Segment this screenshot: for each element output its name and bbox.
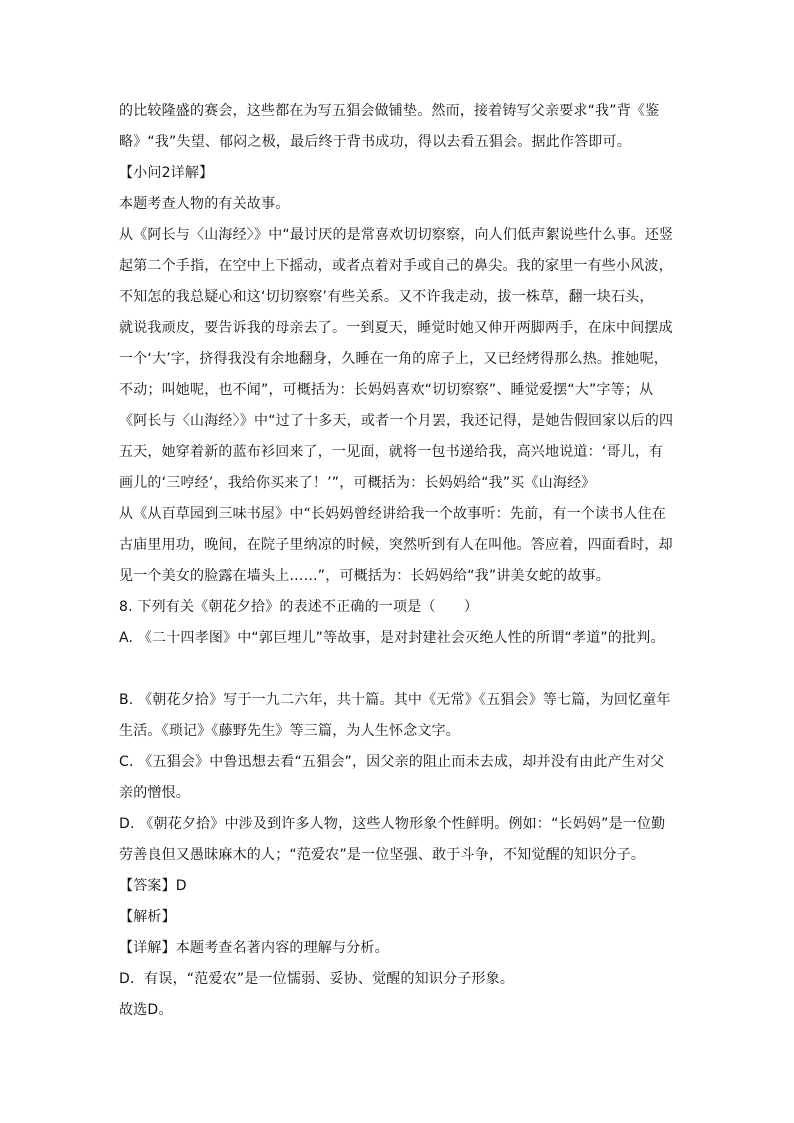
text-line: 古庙里用功，晚间，在院子里纳凉的时候，突然听到有人在叫他。答应着，四面看时，却	[119, 537, 673, 553]
blank-line	[119, 654, 689, 685]
text-line: 不知怎的我总疑心和这‘切切察察’有些关系。又不许我走动，拔一株草，翻一块石头，	[119, 289, 654, 305]
text-line: 略》“我”失望、郁闷之极，最后终于背书成功，得以去看五猖会。据此作答即可。	[119, 134, 631, 150]
option-c: C. 《五猖会》中鲁迅想去看“五猖会”，因父亲的阻止而未去成，却并没有由此产生对父	[119, 754, 665, 770]
option-b: B. 《朝花夕拾》写于一九二六年，共十篇。其中《无常》《五猖会》等七篇，为回忆童年	[119, 692, 671, 708]
text-line: 不动；叫她呢，也不闻”，可概括为：长妈妈喜欢“切切察察”、睡觉爱摆“大”字等；从	[119, 382, 654, 398]
text-line: 起第二个手指，在空中上下摇动，或者点着对手或自己的鼻尖。我的家里一有些小风波，	[119, 258, 673, 274]
conclusion-line: 故选D。	[119, 1002, 173, 1018]
option-a: A. 《二十四孝图》中“郭巨埋儿”等故事，是对封建社会灭绝人性的所谓“孝道”的批判。	[119, 630, 665, 646]
section-heading: 【小问2详解】	[119, 165, 214, 181]
document-page	[119, 96, 689, 1026]
question-stem: 8. 下列有关《朝花夕拾》的表述不正确的一项是（ ）	[119, 599, 479, 615]
text-line: 生活。《琐记》《藤野先生》等三篇，为人生怀念文字。	[119, 723, 460, 739]
analysis-label: 【解析】	[119, 909, 176, 925]
text-line: 就说我顽皮，要告诉我的母亲去了。一到夏天，睡觉时她又伸开两脚两手，在床中间摆成	[119, 320, 673, 336]
text-line: 亲的憎恨。	[119, 785, 190, 801]
text-line: 五天，她穿着新的蓝布衫回来了，一见面，就将一包书递给我，高兴地说道：‘哥儿，有	[119, 444, 664, 460]
text-line: 的比较隆盛的赛会，这些都在为写五猖会做铺垫。然而，接着铸写父亲要求“我”背《鉴	[119, 103, 660, 119]
detail-line: 【详解】本题考查名著内容的理解与分析。	[119, 940, 389, 956]
text-line: D．有误，“范爱农”是一位懦弱、妥协、觉醒的知识分子形象。	[119, 971, 515, 987]
text-line: 画儿的‘三哼经’，我给你买来了！’”，可概括为：长妈妈给“我”买《山海经》	[119, 475, 596, 491]
text-line: 从《阿长与〈山海经〉》中“最讨厌的是常喜欢切切察察，向人们低声絮说些什么事。还竖	[119, 227, 674, 243]
text-line: 《阿长与〈山海经〉》中“过了十多天，或者一个月罢，我还记得，是她告假回家以后的四	[119, 413, 674, 429]
text-line: 本题考查人物的有关故事。	[119, 196, 290, 212]
option-d: D. 《朝花夕拾》中涉及到许多人物，这些人物形象个性鲜明。例如：“长妈妈”是一位勤	[119, 816, 666, 832]
text-line: 一个‘大’字，挤得我没有余地翻身，久睡在一角的席子上，又已经烤得那么热。推她呢，	[119, 351, 668, 367]
text-line: 劳善良但又愚昧麻木的人；“范爱农”是一位坚强、敢于斗争，不知觉醒的知识分子。	[119, 847, 646, 863]
text-line: 从《从百草园到三味书屋》中“长妈妈曾经讲给我一个故事听：先前，有一个读书人住在	[119, 506, 667, 522]
text-line: 见一个美女的脸露在墙头上……”，可概括为：长妈妈给“我”讲美女蛇的故事。	[119, 568, 610, 584]
answer-label: 【答案】D	[119, 878, 187, 894]
